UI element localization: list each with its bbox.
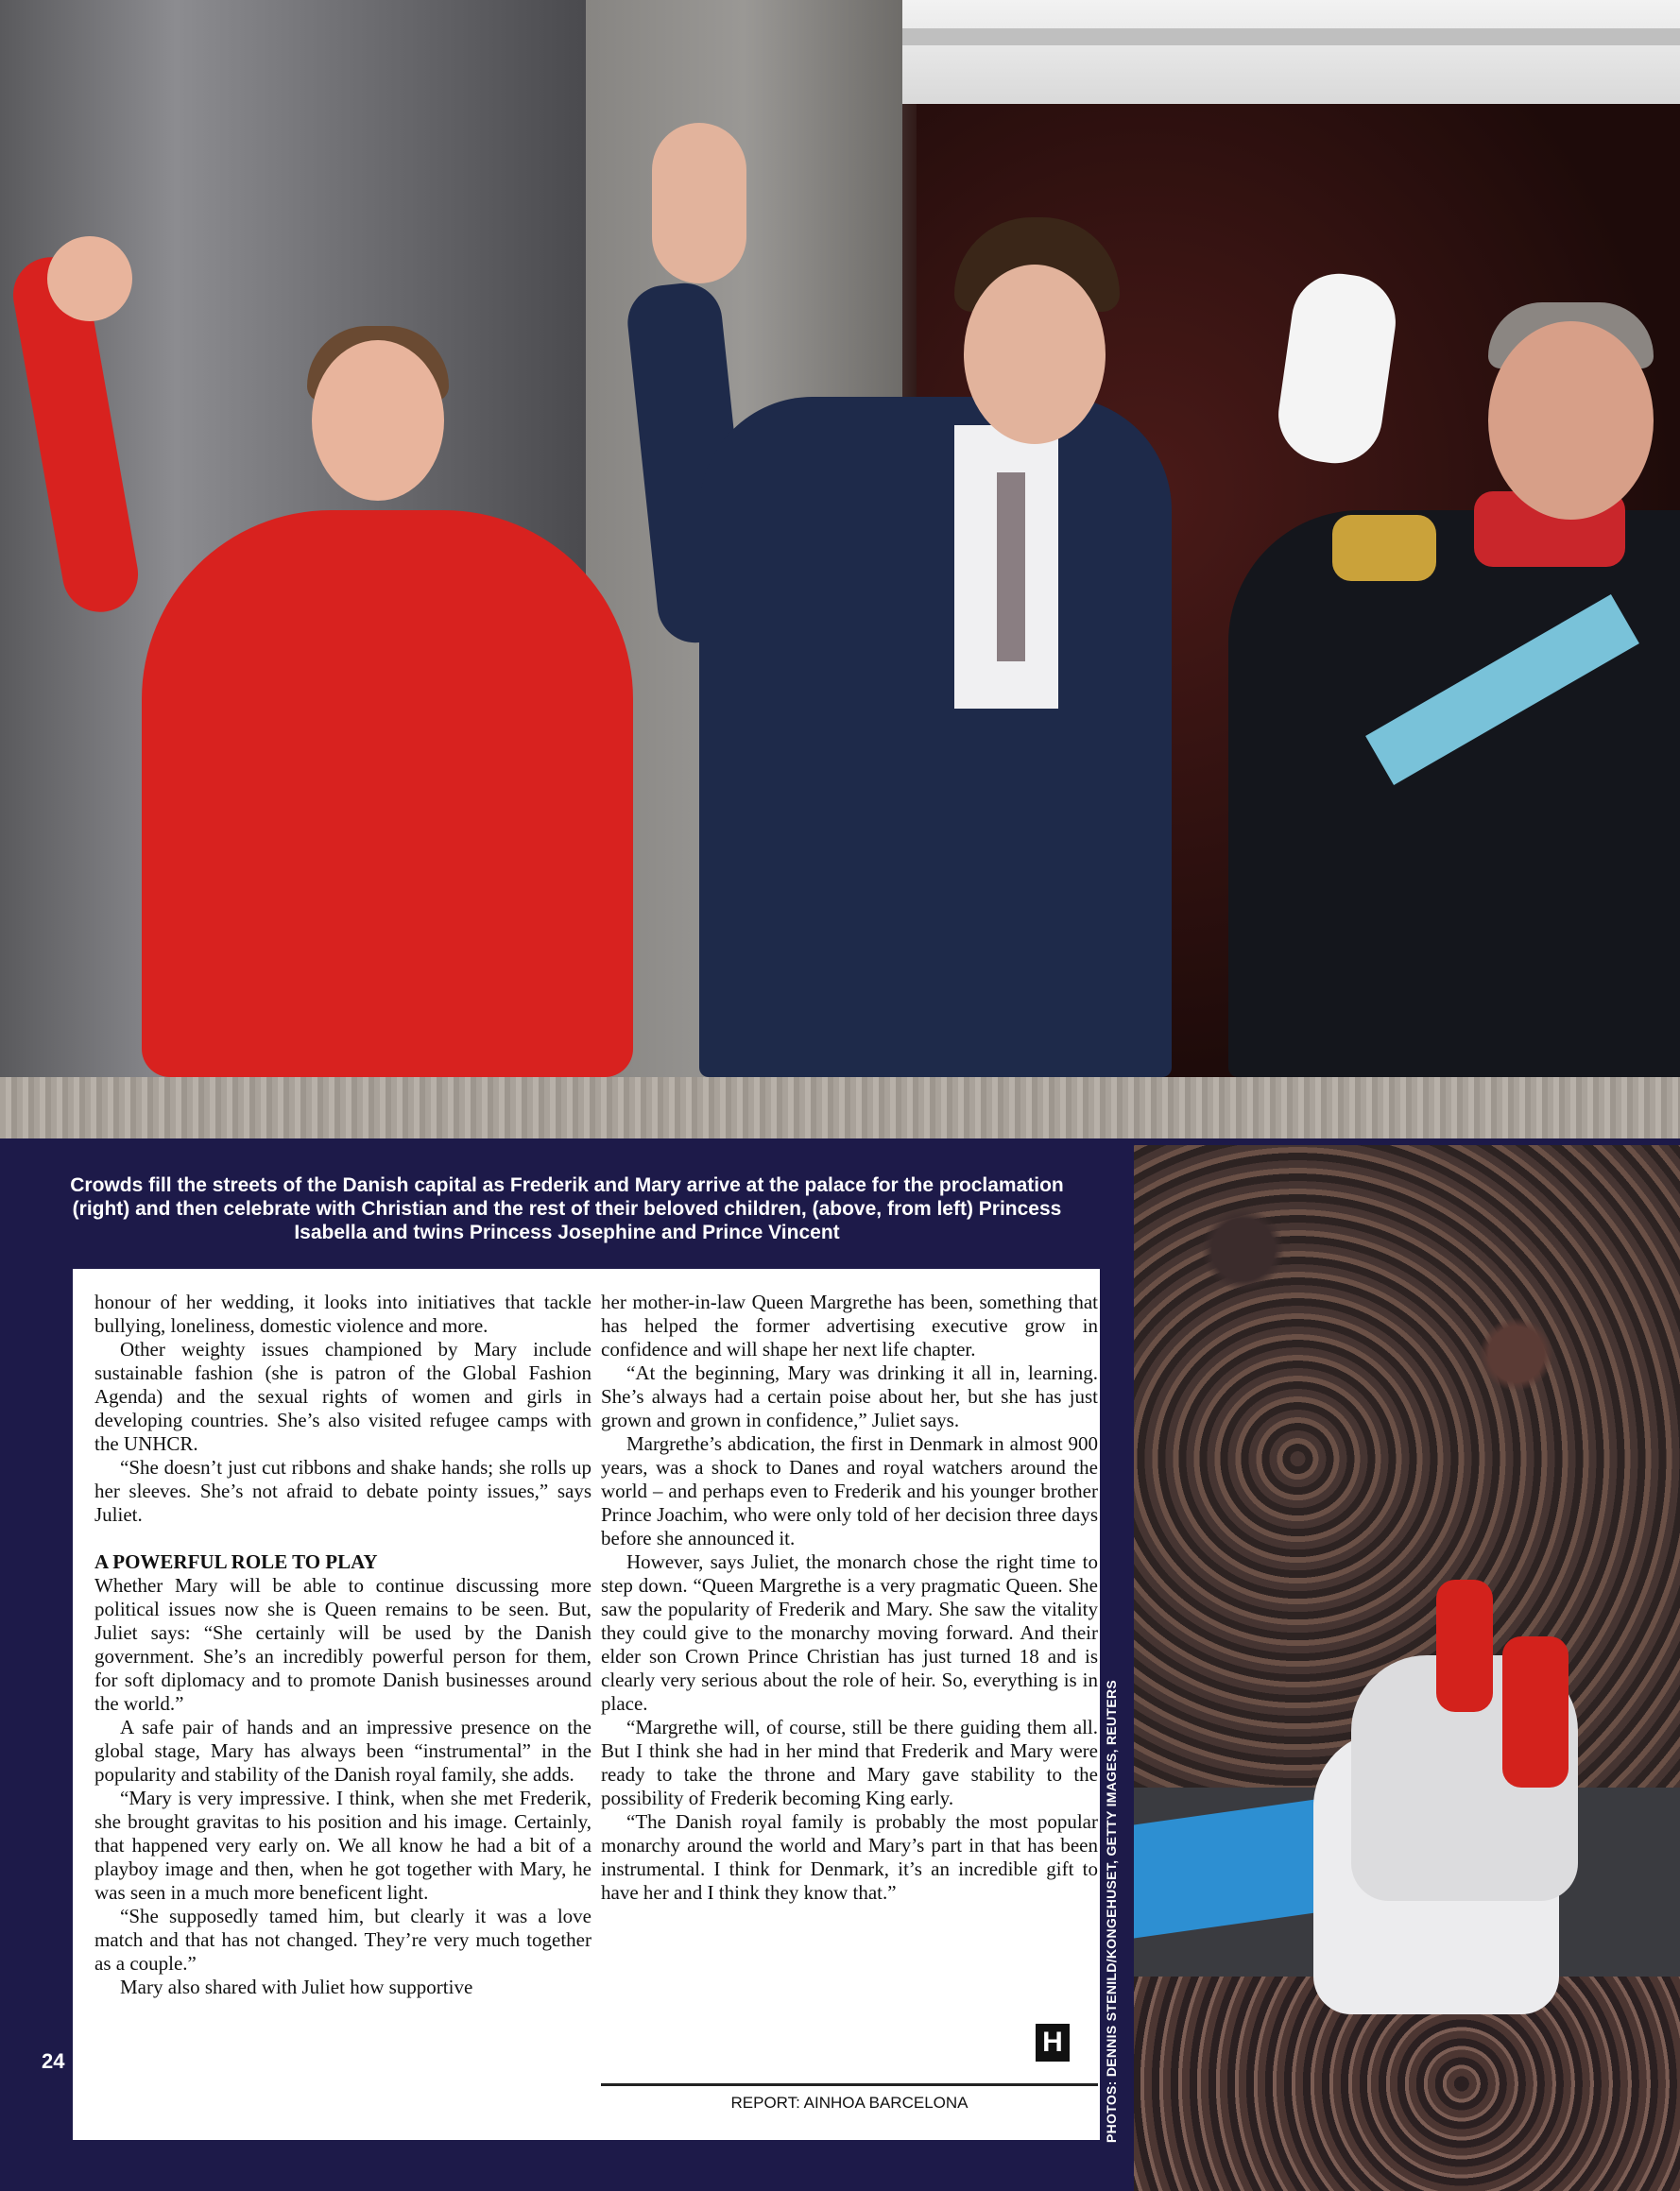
paragraph: However, says Juliet, the monarch chose the right time to step down. “Queen Margrethe is a very pragmatic Queen. She saw the popularity of Frederik and Mary. She saw the vitality they could give to the monarchy moving forward. And their elder son Crown Prince Christian has just turned 18 and is clearly very serious about the role of heir. So, everything is in place. <box>601 1550 1098 1715</box>
paragraph: Other weighty issues championed by Mary include sustainable fashion (she is patron of the Global Fashion Agenda) and the sexual rights of women and girls in developing countries. She’s also visited refugee camps with the UNHCR. <box>94 1338 591 1455</box>
page-number: 24 <box>42 2049 65 2073</box>
paragraph: “She doesn’t just cut ribbons and shake hands; she rolls up her sleeves. She’s not afraid to debate pointy issues,” says Juliet. <box>94 1456 591 1526</box>
paragraph: honour of her wedding, it looks into initiatives that tackle bullying, loneliness, domestic violence and more. <box>94 1291 591 1337</box>
article-column-right <box>601 1291 1098 2122</box>
paragraph: Whether Mary will be able to continue discussing more political issues now she is Queen remains to be seen. But, Juliet says: “She certainly will be used by the Danish government. She’s an incredibly powerful person for them, for soft diplomacy and to promote Danish businesses around the world.” <box>94 1574 591 1715</box>
section-heading: A POWERFUL ROLE TO PLAY <box>94 1550 378 1573</box>
divider <box>601 2083 1098 2086</box>
paragraph: Mary also shared with Juliet how supportive <box>120 1976 473 1998</box>
paragraph: “Mary is very impressive. I think, when she met Frederik, she brought gravitas to his position and his image. Certainly, that happened very early on. We all know he had a bit of a playboy image and then, when he got together with Mary, he was seen in a much more beneficent light. <box>94 1787 591 1904</box>
guard-rider <box>1502 1636 1569 1788</box>
photo-caption: Crowds fill the streets of the Danish capital as Frederik and Mary arrive at the palace for the proclamation (right) and then celebrate with Christian and the rest of their beloved children, (above, from left) Princess Isabella and twins Princess Josephine and Prince Vincent <box>70 1174 1064 1243</box>
photo-credit: PHOTOS: DENNIS STENILD/KONGEHUSET, GETTY IMAGES, REUTERS <box>1104 1679 1119 2143</box>
paragraph: her mother-in-law Queen Margrethe has been, something that has helped the former advertising executive grow in confidence and will shape her next life chapter. <box>601 1291 1098 1361</box>
balcony-balustrade <box>0 1077 1680 1138</box>
paragraph: Margrethe’s abdication, the first in Denmark in almost 900 years, was a shock to Danes and royal watchers around the world – and perhaps even to Frederik and his younger brother Prince Joachim, who were only told of her decision three days before she announced it. <box>601 1432 1098 1549</box>
paragraph: “She supposedly tamed him, but clearly it was a love match and that has not changed. They’re very much together as a couple.” <box>94 1905 591 1975</box>
crowd-photo <box>1134 1145 1680 2191</box>
guard-rider <box>1436 1580 1493 1712</box>
report-credit: REPORT: AINHOA BARCELONA <box>730 2094 969 2112</box>
article-column-left <box>94 1291 591 2122</box>
end-mark-logo-icon: H <box>1036 2024 1070 2062</box>
paragraph: “The Danish royal family is probably the most popular monarchy around the world and Mary’s part in that has been instrumental. I think for Denmark, it’s an incredible gift to have her and I think they know that.” <box>601 1810 1098 1904</box>
paragraph: “At the beginning, Mary was drinking it all in, learning. She’s always had a certain poise about her, but she has just grown and grown in confidence,” Juliet says. <box>601 1361 1098 1431</box>
window-frame <box>902 0 1680 104</box>
paragraph: A safe pair of hands and an impressive presence on the global stage, Mary has always been “instrumental” in the popularity and stability of the Danish royal family, she adds. <box>94 1716 591 1786</box>
paragraph: “Margrethe will, of course, still be there guiding them all. But I think she had in her mind that Frederik and Mary were ready to take the throne and Mary gave stability to the possibility of Frederik becoming King early. <box>601 1716 1098 1809</box>
